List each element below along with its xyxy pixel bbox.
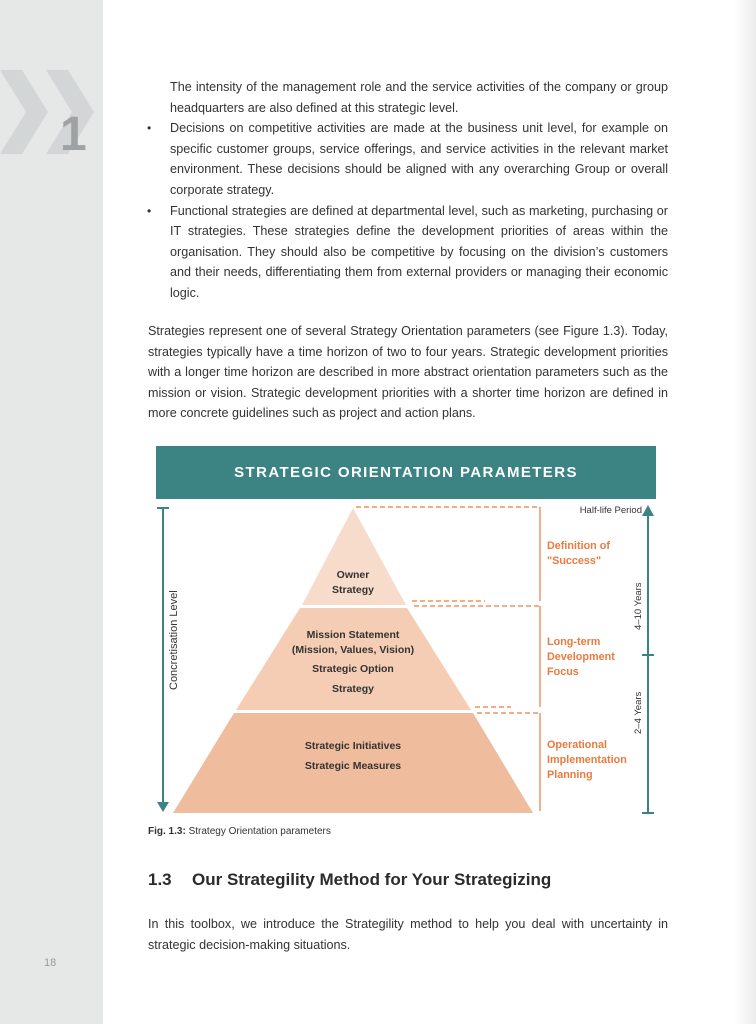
figure-title: STRATEGIC ORIENTATION PARAMETERS bbox=[156, 446, 656, 499]
body-paragraph-closing: In this toolbox, we introduce the Strategility method to help you deal with uncertainty in strategic decision-making situations. bbox=[148, 917, 668, 952]
pyramid-diagram bbox=[156, 446, 656, 821]
arrow-down-icon bbox=[157, 802, 169, 812]
chapter-number: 1 bbox=[60, 108, 87, 161]
range-label: 2–4 Years bbox=[633, 691, 644, 734]
tier-label: Owner bbox=[336, 569, 370, 581]
side-label: Operational bbox=[547, 739, 607, 751]
tier-label: Strategic Initiatives bbox=[304, 740, 402, 752]
right-axis-label: Half-life Period bbox=[579, 505, 642, 516]
tier-label: Strategic Option bbox=[312, 663, 394, 675]
list-item-continuation: The intensity of the management role and the service activities of the company or group headquarters are also defined at this strategic level. bbox=[170, 80, 668, 115]
chevron-icon bbox=[0, 70, 48, 154]
tier-label: Strategy bbox=[331, 683, 375, 695]
arrow-up-icon bbox=[642, 505, 654, 516]
page-edge-shadow bbox=[734, 0, 756, 1024]
chapter-marker bbox=[0, 62, 100, 172]
tier-label: (Mission, Values, Vision) bbox=[291, 644, 415, 656]
side-label: Focus bbox=[547, 666, 579, 678]
tier-label: Strategic Measures bbox=[304, 760, 402, 772]
caption-text: Strategy Orientation parameters bbox=[185, 826, 331, 837]
range-label: 4–10 Years bbox=[633, 582, 644, 630]
side-label: Long-term bbox=[547, 636, 601, 648]
page-number: 18 bbox=[44, 957, 57, 969]
side-label: Implementation bbox=[547, 754, 627, 766]
body-paragraph: Strategies represent one of several Strategy Orientation parameters (see Figure 1.3). Today, strategies typically have a time horizon of two to four years. Strategic development priorities with a longer time horizon are described in more abstract orientation parameters such as the mission or vision. Strategic development priorities with a shorter time horizon are defined in more concrete guidelines such as project and action plans. bbox=[148, 324, 668, 421]
figure-caption bbox=[148, 826, 331, 837]
left-axis-label: Concretisation Level bbox=[168, 590, 180, 690]
side-label: "Success" bbox=[547, 555, 602, 567]
list-item: • Functional strategies are defined at departmental level, such as marketing, purchasing or IT strategies. These strategies define the development priorities of areas within the organisation. They should also be competitive by focusing on the division’s customers and their needs, differentiating them from external providers or managing their economic logic. bbox=[148, 201, 668, 304]
bullet-list bbox=[148, 77, 668, 304]
section-number: 1.3 bbox=[148, 870, 172, 889]
section-title: Our Strategility Method for Your Strategizing bbox=[192, 870, 552, 889]
tier-label: Strategy bbox=[331, 584, 375, 596]
caption-label: Fig. 1.3: bbox=[148, 826, 186, 837]
section-heading bbox=[148, 870, 551, 890]
tier-label: Mission Statement bbox=[306, 629, 400, 641]
side-label: Development bbox=[547, 651, 615, 663]
side-label: Planning bbox=[547, 769, 593, 781]
figure-strategic-orientation bbox=[156, 446, 656, 821]
list-item: • Decisions on competitive activities are made at the business unit level, for example on specific customer groups, service offerings, and service activities in the relevant market environment. These decisions should be aligned with any overarching Group or overall corporate strategy. bbox=[148, 118, 668, 200]
side-label: Definition of bbox=[547, 540, 610, 552]
